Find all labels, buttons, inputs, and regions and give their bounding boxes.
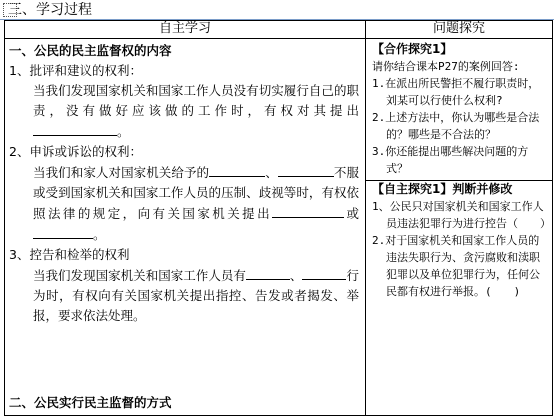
sec1-title: 一、公民的民主监督权的内容 <box>9 43 172 58</box>
item3-b: 行为时，有权向有关国家机关提出指控、告发或者揭发、举报，要求依法处理。 <box>33 268 359 323</box>
item3-text <box>9 265 359 326</box>
blank-6 <box>246 265 290 280</box>
item1-text <box>9 81 359 142</box>
header-inquiry: 问题探究 <box>366 21 553 39</box>
blank-5 <box>33 224 93 239</box>
question-3: 3.你还能提出哪些解决问题的方式？ <box>372 145 529 175</box>
study-table <box>4 20 553 416</box>
item1-end: 。 <box>117 124 130 139</box>
item1-pre: 出 <box>346 103 359 118</box>
item3-a: 当我们发现国家机关和国家工作人员有 <box>33 268 246 283</box>
table-body-row <box>5 39 553 416</box>
item1-title: 1、批评和建议的权利： <box>9 63 142 78</box>
blank-2 <box>209 162 265 177</box>
cooperative-inquiry-heading: 【合作探究1】 <box>372 42 453 56</box>
item2-title: 2、申诉或诉讼的权利： <box>9 144 142 159</box>
item2-end: 。 <box>93 227 106 242</box>
item1-body: 当我们发现国家机关和国家工作人员没有切实履行自己的职责，没有做好应该做的工作时，有权对其提 <box>33 83 359 118</box>
item2-a: 当我们和家人对国家机关给予的 <box>33 165 210 180</box>
section-title: 三、学习过程 <box>8 2 92 18</box>
self-inquiry-heading: 【自主探究1】判断并修改 <box>372 182 513 196</box>
blank-1 <box>33 121 117 136</box>
table-header-row <box>5 21 553 39</box>
item3-title: 3、控告和检举的权利 <box>9 247 130 262</box>
inquiry-cell <box>366 39 553 416</box>
self-study-cell <box>5 39 366 416</box>
item2-sep: 、 <box>265 165 278 180</box>
question-1: 1.在派出所民警拒不履行职责时，刘某可以行使什么权利? <box>372 77 540 107</box>
blank-3 <box>278 162 334 177</box>
section-header <box>0 0 150 20</box>
blank-7 <box>302 265 346 280</box>
item2-b: 不服或受到国家机关和国家工作人员的压制、歧视等时，有权依照法律的规定，向有关国家机关提出 <box>33 165 359 221</box>
item2-c: 或 <box>344 206 359 221</box>
question-2: 2.上述方法中，你认为哪些是合法的？哪些是不合法的？ <box>372 111 540 141</box>
inquiry-intro: 请你结合课本P27的案例回答: <box>372 60 520 73</box>
header-self-study: 自主学习 <box>5 21 366 39</box>
blank-4 <box>272 203 344 218</box>
sec2-title: 二、公民实行民主监督的方式 <box>9 395 172 410</box>
judgement-2: 2.对于国家机关和国家工作人员的违法失职行为、贪污腐败和渎职犯罪以及单位犯罪行为，任何公民都有权进行举报。( ) <box>372 234 540 298</box>
item2-text <box>9 162 359 245</box>
judgement-1: 1、公民只对国家机关和国家工作人员违法犯罪行为进行控告（ ） <box>372 200 551 230</box>
item3-sep: 、 <box>289 268 303 283</box>
